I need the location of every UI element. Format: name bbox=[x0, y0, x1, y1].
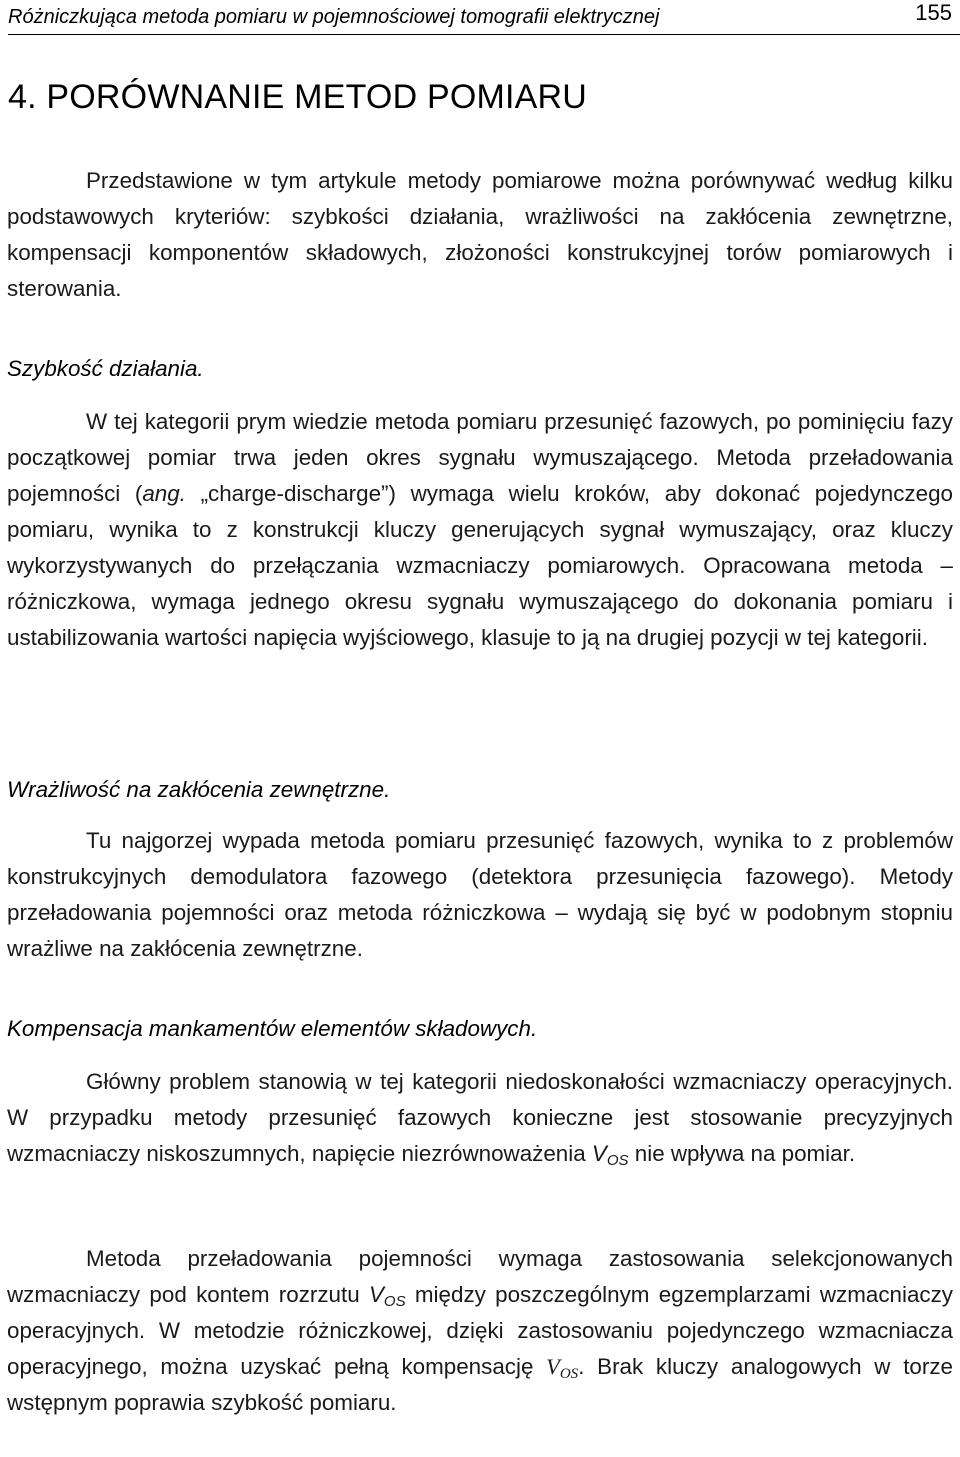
sensitivity-paragraph: Tu najgorzej wypada metoda pomiaru przesunięć fazowych, wynika to z problemów konstrukcyjnych demodulatora fazowego (detektora przesunięcia fazowego). Metody przeładowania pojemności oraz metoda różniczkowa – wydają się być w podobnym stopniu wrażliwe na zakłócenia zewnętrzne. bbox=[7, 828, 953, 961]
compensation-p2-tail: . Brak kluczy analogowych w torze wstępnym poprawia szybkość pomiaru. bbox=[7, 1354, 953, 1415]
speed-text-part2: „charge-discharge”) wymaga wielu kroków, aby dokonać pojedynczego pomiaru, wynika to z konstrukcji kluczy generujących sygnał wymuszający, oraz kluczy wykorzystywanych do przełączania wzmacniaczy pomiarowych. Opracowana metoda – różniczkowa, wymaga jednego okresu sygnału wymuszającego do dokonania pomiaru i ustabilizowania wartości napięcia wyjściowego, klasuje to ją na drugiej pozycji w tej kategorii. bbox=[7, 481, 953, 650]
subheading-compensation: Kompensacja mankamentów elementów składowych. bbox=[7, 1016, 538, 1041]
page-number: 155 bbox=[915, 0, 952, 25]
running-title: Różniczkująca metoda pomiaru w pojemnościowej tomografii elektrycznej bbox=[8, 6, 660, 28]
compensation-p1-tail: nie wpływa na pomiar. bbox=[628, 1141, 856, 1166]
subheading-sensitivity: Wrażliwość na zakłócenia zewnętrzne. bbox=[7, 777, 391, 802]
speed-text-part1: W tej kategorii prym wiedzie metoda pomiaru przesunięć fazowych, po pominięciu fazy początkowej pomiar trwa jeden okres sygnału wymuszającego. Metoda przeładowania pojemności ( bbox=[7, 409, 953, 506]
speed-paragraph bbox=[7, 404, 953, 656]
speed-ang-abbrev: ang. bbox=[142, 481, 186, 506]
vos-symbol: $V_{OS}$ bbox=[368, 1282, 406, 1310]
compensation-p2-text: Metoda przeładowania pojemności wymaga zastosowania selekcjonowanych wzmacniaczy pod kontem rozrzutu bbox=[7, 1246, 953, 1307]
compensation-p2-mid: między poszczególnym egzemplarzami wzmacniaczy operacyjnych. W metodzie różniczkowej, dzięki zastosowaniu pojedynczego wzmacniacza operacyjnego, można uzyskać pełną kompensację bbox=[7, 1282, 953, 1379]
subheading-speed: Szybkość działania. bbox=[7, 356, 204, 381]
compensation-paragraph-2 bbox=[7, 1241, 953, 1421]
section-heading: 4. PORÓWNANIE METOD POMIARU bbox=[8, 78, 588, 116]
vos-symbol: $V_{OS}$ bbox=[591, 1141, 629, 1169]
intro-paragraph: Przedstawione w tym artykule metody pomiarowe można porównywać według kilku podstawowych kryteriów: szybkości działania, wrażliwości na zakłócenia zewnętrzne, kompensacji komponentów składowych, złożoności konstrukcyjnej torów pomiarowych i sterowania. bbox=[7, 168, 953, 301]
vos-symbol-serif: $V_{OS}$ bbox=[546, 1354, 579, 1382]
compensation-paragraph-1 bbox=[7, 1064, 953, 1172]
running-header bbox=[8, 0, 960, 35]
compensation-p1-text: Główny problem stanowią w tej kategorii niedoskonałości wzmacniaczy operacyjnych. W przypadku metody przesunięć fazowych konieczne jest stosowanie precyzyjnych wzmacniaczy niskoszumnych, napięcie niezrównoważenia bbox=[7, 1069, 953, 1166]
